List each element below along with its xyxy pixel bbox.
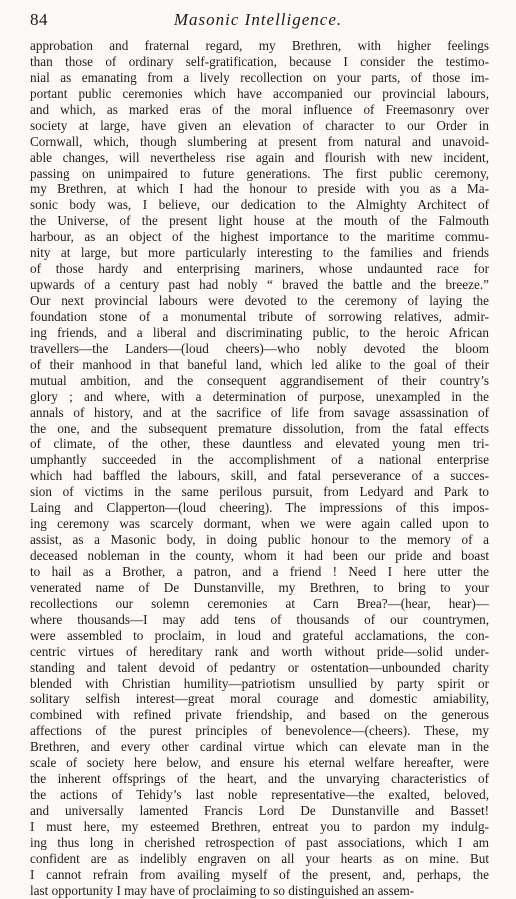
text-line: and universally lamented Francis Lord De Dunstanville and Basset! [30,803,489,818]
text-line: Our next provincial labours were devoted to the ceremony of laying the [30,293,489,308]
text-line: annals of history, and at the sacrifice of life from savage assassination of [30,404,489,420]
text-line: I must here, my esteemed Brethren, entreat you to pardon my indulg- [30,818,489,834]
text-line: of those hardy and enterprising mariners, whose undaunted race for [30,261,489,277]
text-line: ing friends, and a liberal and discriminating public, to the heroic African [30,324,489,340]
text-line: venerated name of De Dunstanville, my Brethren, to bring to your [30,579,489,595]
text-line: Brethren, and every other cardinal virtue which can elevate man in the [30,739,489,755]
text-line: travellers—the Landers—(loud cheers)—who nobly devoted the bloom [30,340,489,356]
text-line: upwards of a century past had nobly “ braved the battle and the breeze.” [30,277,489,293]
text-line: able changes, will nevertheless rise again and flourish with new incident, [30,149,489,165]
text-line: passing on unimpaired to future generations. The first public ceremony, [30,165,489,181]
text-line: ing thus long in cherished retrospection of past associations, which I am [30,834,489,850]
body-text [30,38,489,899]
text-line: approbation and fraternal regard, my Brethren, with higher feelings [30,38,489,53]
text-line: blended with Christian humility—patriotism unsullied by party spirit or [30,675,489,691]
text-line: assist, as a Masonic body, in doing public honour to the memory of a [30,532,489,548]
text-line: scale of society here below, and ensure his eternal welfare hereafter, were [30,755,489,771]
text-line: of their manhood in that baneful land, which led alike to the goal of their [30,356,489,372]
text-line: affections of the purest principles of benevolence—(cheers). These, my [30,723,489,739]
text-line: the inherent offsprings of the heart, and the unvarying characteristics of [30,771,489,787]
page-header [30,10,486,32]
text-line: than those of ordinary self-gratification, because I consider the testimo- [30,53,489,69]
text-line: ing ceremony was scarcely dormant, when we were again called upon to [30,516,489,532]
text-line: solitary selfish interest—great moral courage and domestic amiability, [30,691,489,707]
text-line: confident are as indelibly engraven on all your hearts as on mine. But [30,850,489,866]
text-line: sion of victims in the same perilous pursuit, from Ledyard and Park to [30,484,489,500]
text-line: where thousands—I may add tens of thousands of our countrymen, [30,611,489,627]
text-line: sonic body was, I believe, our dedication to the Almighty Architect of [30,197,489,213]
running-title: Masonic Intelligence. [173,10,343,29]
text-line: standing and talent devoid of pedantry or ostentation—unbounded charity [30,659,489,675]
text-line: foundation stone of a monumental tribute of sorrowing relatives, admir- [30,308,489,324]
text-line: centric virtues of hereditary rank and worth without pride—solid under- [30,643,489,659]
text-line: harbour, as an object of the highest importance to the maritime commu- [30,229,489,245]
text-line: and which, as marked eras of the moral influence of Freemasonry over [30,101,489,117]
text-line: my Brethren, at which I had the honour to preside with you as a Ma- [30,181,489,197]
text-line: which had baffled the labours, skill, and fatal perseverance of a succes- [30,468,489,484]
page-number: 84 [30,10,48,29]
text-line: were assembled to proclaim, in loud and grateful acclamations, the con- [30,627,489,643]
text-line: last opportunity I may have of proclaiming to so distinguished an assem- [30,882,415,898]
text-line: Cornwall, which, though slumbering at present from natural and unavoid- [30,133,489,149]
text-line: the one, and the subsequent premature dissolution, from the fatal effects [30,420,489,436]
text-line: umphantly succeeded in the accomplishment of a national enterprise [30,452,489,468]
text-line: mutual ambition, and the consequent aggrandisement of their country’s [30,372,489,388]
text-line: the actions of Tehidy’s last noble representative—the exalted, beloved, [30,787,489,803]
text-line: deceased nobleman in the county, whom it had been our pride and boast [30,548,489,563]
text-line: portant public ceremonies which have accompanied our provincial labours, [30,85,489,101]
text-line: recollections our solemn ceremonies at Carn Brea?—(hear, hear)— [30,595,489,611]
text-line: nial as emanating from a lively recollection on your parts, of those im- [30,69,489,85]
text-line: I cannot refrain from availing myself of the present, and, perhaps, the [30,866,489,882]
text-line: glory ; and where, with a determination of purpose, unexampled in the [30,388,489,404]
text-line: the Universe, of the present light house at the mouth of the Falmouth [30,213,489,229]
text-line: nity at large, but more particularly interesting to the families and friends [30,245,489,261]
text-line: Laing and Clapperton—(loud cheering). The impressions of this impos- [30,500,489,516]
text-line: society at large, have given an elevation of character to our Order in [30,117,489,133]
text-line: combined with refined private friendship, and based on the generous [30,707,489,723]
text-line: of climate, of the other, these dauntless and elevated young men tri- [30,436,489,452]
text-line: to hail as a Brother, a patron, and a friend ! Need I here utter the [30,563,489,579]
